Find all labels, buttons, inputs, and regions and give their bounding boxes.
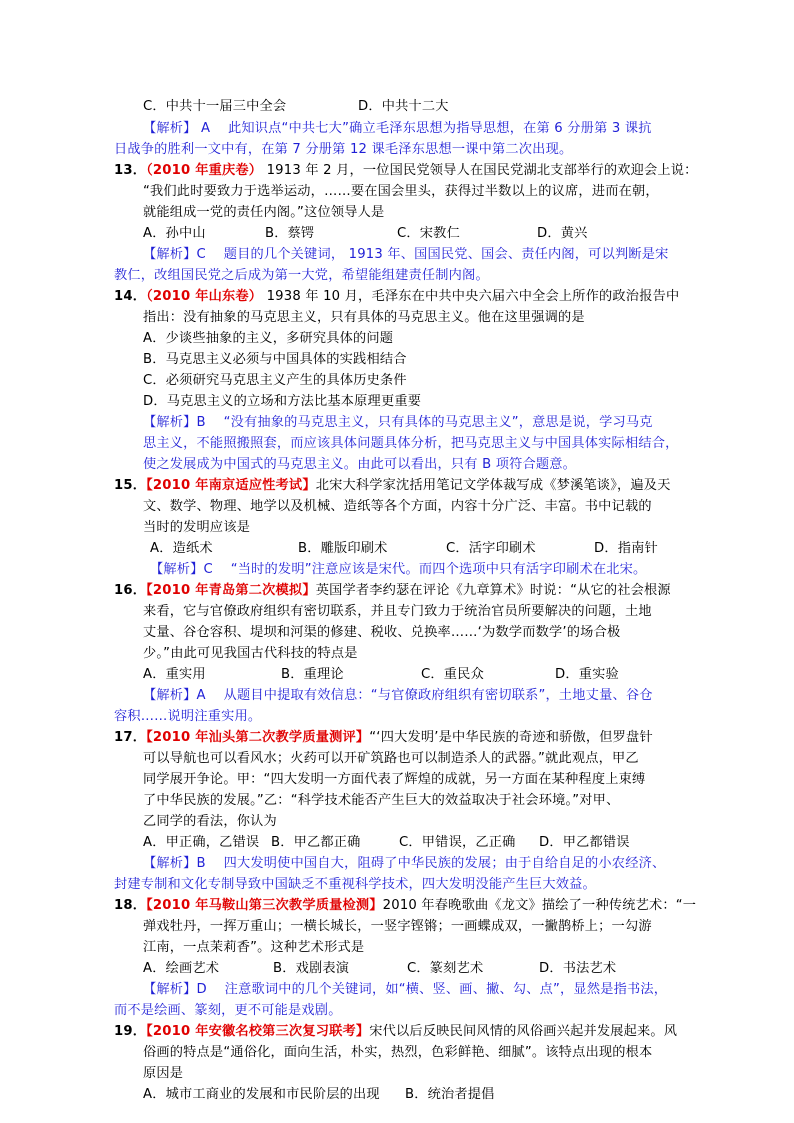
option-a: A．孙中山	[143, 226, 206, 241]
analysis-line: 容积……说明注重实用。	[114, 709, 262, 724]
analysis-line: 【解析】C 题目的几个关键词， 1913 年、国国民党、国会、责任内阁，可以判断是宋	[143, 247, 669, 262]
analysis-line: 而不是绘画、篆刻，更不可能是戏剧。	[114, 1003, 342, 1018]
question-text: 1938 年 10 月，毛泽东在中共中央六届六中全会上所作的政治报告中	[262, 289, 680, 304]
option-d: D．甲乙都错误	[539, 835, 630, 850]
analysis-line: 使之发展成为中国式的马克思主义。由此可以看出，只有 B 项符合题意。	[143, 457, 577, 472]
option-c: C．重民众	[421, 667, 484, 682]
analysis-line: 【解析】B 四大发明使中国自大，阻碍了中华民族的发展；由于自给自足的小农经济、	[143, 856, 666, 871]
question-14-stem	[114, 287, 679, 307]
analysis-line: 【解析】C “当时的发明”注意应该是宋代。而四个选项中只有活字印刷术在北宋。	[150, 562, 647, 577]
option-d: D．中共十二大	[358, 99, 449, 114]
question-number: 17．	[114, 730, 147, 745]
option-c: C．活字印刷术	[446, 541, 536, 556]
question-source: 【2010 年马鞍山第三次教学质量检测】	[146, 898, 383, 913]
question-text: 少。”由此可见我国古代科技的特点是	[143, 646, 358, 661]
option-c: C．甲错误，乙正确	[399, 835, 516, 850]
question-text: 江南，一点茉莉香”。这种艺术形式是	[143, 940, 365, 955]
question-text: 来看，它与官僚政府组织有密切联系，并且专门致力于统治官员所要解决的问题，土地	[143, 604, 652, 619]
option-a: A．绘画艺术	[143, 961, 220, 976]
option-d: D．书法艺术	[539, 961, 617, 976]
question-text: 就能组成一党的责任内阁。”这位领导人是	[143, 205, 385, 220]
question-number: 18．	[114, 898, 147, 913]
analysis-line: 教仁，改组国民党之后成为第一大党，希望能组建责任制内阁。	[114, 268, 489, 283]
analysis-line: 思主义，不能照搬照套，而应该具体问题具体分析，把马克思主义与中国具体实际相结合，	[143, 436, 679, 451]
question-source: （2010 年山东卷）	[146, 289, 263, 304]
option-a: A．造纸术	[150, 541, 213, 556]
question-17-options	[143, 833, 630, 853]
question-source: （2010 年重庆卷）	[146, 163, 263, 178]
question-text: 俗画的特点是“通俗化，面向生活，朴实，热烈，色彩鲜艳、细腻”。该特点出现的根本	[143, 1045, 653, 1060]
question-source: 【2010 年青岛第二次模拟】	[146, 583, 316, 598]
option-c: C．篆刻艺术	[407, 961, 484, 976]
question-17-stem	[114, 728, 653, 748]
analysis-line: 【解析】B “没有抽象的马克思主义，只有具体的马克思主义”，意思是说，学习马克	[143, 415, 653, 430]
question-16-options	[143, 665, 619, 685]
question-text: 可以导航也可以看风水；火药可以开矿筑路也可以制造杀人的武器。”就此观点，甲乙	[143, 751, 639, 766]
question-15-options	[150, 539, 658, 559]
question-text: 弹戏牡丹，一挥万重山；一横长城长，一竖字铿锵；一画蝶成双，一撇鹊桥上；一勾游	[143, 919, 652, 934]
analysis-line: 【解析】D 注意歌词中的几个关键词，如“横、竖、画、撇、勾、点”，显然是指书法，	[143, 982, 668, 997]
question-text: 了中华民族的发展。”乙：“科学技术能否产生巨大的效益取决于社会环境。”对甲、	[143, 793, 620, 808]
analysis-line: 【解析】A 从题目中提取有效信息：“与官僚政府组织有密切联系”，土地丈量、谷仓	[143, 688, 653, 703]
question-source: 【2010 年汕头第二次教学质量测评】	[146, 730, 370, 745]
option-b: B．重理论	[281, 667, 344, 682]
analysis-line: 【解析】 A 此知识点“中共七大”确立毛泽东思想为指导思想，在第 6 分册第 3 课抗	[143, 121, 652, 136]
question-source: 【2010 年南京适应性考试】	[146, 478, 316, 493]
option-b: B．蔡锷	[265, 226, 315, 241]
question-19-stem	[114, 1022, 677, 1042]
question-text: 宋代以后反映民间风情的风俗画兴起并发展起来。风	[369, 1024, 678, 1039]
analysis-line: 日战争的胜利一文中有，在第 7 分册第 12 课毛泽东思想一课中第二次出现。	[114, 142, 573, 157]
question-15-stem	[114, 476, 671, 496]
question-13-stem	[114, 161, 698, 181]
question-18-options	[143, 959, 616, 979]
question-19-options	[143, 1085, 495, 1105]
q12-options-row	[143, 97, 449, 117]
option-b: B．戏剧表演	[273, 961, 350, 976]
question-text: 当时的发明应该是	[143, 520, 251, 535]
option-d: D．指南针	[594, 541, 658, 556]
question-18-stem	[114, 896, 696, 916]
question-text: 1913 年 2 月，一位国民党领导人在国民党湖北支部举行的欢迎会上说：	[262, 163, 698, 178]
option-c: C．宋教仁	[397, 226, 460, 241]
option-b: B．统治者提倡	[405, 1087, 495, 1102]
option-c: C．必须研究马克思主义产生的具体历史条件	[143, 373, 407, 388]
option-b: B．雕版印刷术	[298, 541, 388, 556]
question-text: 原因是	[143, 1066, 184, 1081]
option-a: A．城市工商业的发展和市民阶层的出现	[143, 1087, 380, 1102]
option-a: A．重实用	[143, 667, 206, 682]
option-a: A．少谈些抽象的主义，多研究具体的问题	[143, 331, 394, 346]
question-number: 13．	[114, 163, 147, 178]
question-text: “我们此时要致力于选举运动，……要在国会里头，获得过半数以上的议席，进而在朝，	[143, 184, 659, 199]
question-number: 16．	[114, 583, 147, 598]
question-text: 丈量、谷仓容积、堤坝和河渠的修建、税收、兑换率……‘为数学而数学’的场合极	[143, 625, 621, 640]
question-16-stem	[114, 581, 671, 601]
option-a: A．甲正确，乙错误	[143, 835, 260, 850]
question-text: 2010 年春晚歌曲《龙文》描绘了一种传统艺术：“一	[382, 898, 697, 913]
option-b: B．马克思主义必须与中国具体的实践相结合	[143, 352, 407, 367]
question-13-options	[143, 224, 588, 244]
question-source: 【2010 年安徽名校第三次复习联考】	[146, 1024, 370, 1039]
question-text: 乙同学的看法，你认为	[143, 814, 277, 829]
question-text: 同学展开争论。甲：“四大发明一方面代表了辉煌的成就，另一方面在某种程度上束缚	[143, 772, 646, 787]
option-d: D．黄兴	[537, 226, 588, 241]
question-text: 文、数学、物理、地学以及机械、造纸等各个方面，内容十分广泛、丰富。书中记载的	[143, 499, 652, 514]
option-d: D．重实验	[555, 667, 619, 682]
analysis-line: 封建专制和文化专制导致中国缺乏不重视科学技术，四大发明没能产生巨大效益。	[114, 877, 596, 892]
question-number: 15．	[114, 478, 147, 493]
question-text: 英国学者李约瑟在评论《九章算术》时说：“从它的社会根源	[315, 583, 671, 598]
option-d: D．马克思主义的立场和方法比基本原理更重要	[143, 394, 422, 409]
question-text: “‘四大发明’是中华民族的奇迹和骄傲，但罗盘针	[369, 730, 653, 745]
question-text: 北宋大科学家沈括用笔记文学体裁写成《梦溪笔谈》，遍及天	[315, 478, 671, 493]
question-text: 指出：没有抽象的马克思主义，只有具体的马克思主义。他在这里强调的是	[143, 310, 585, 325]
option-c: C．中共十一届三中全会	[143, 99, 287, 114]
question-number: 14．	[114, 289, 147, 304]
question-number: 19．	[114, 1024, 147, 1039]
option-b: B．甲乙都正确	[271, 835, 361, 850]
